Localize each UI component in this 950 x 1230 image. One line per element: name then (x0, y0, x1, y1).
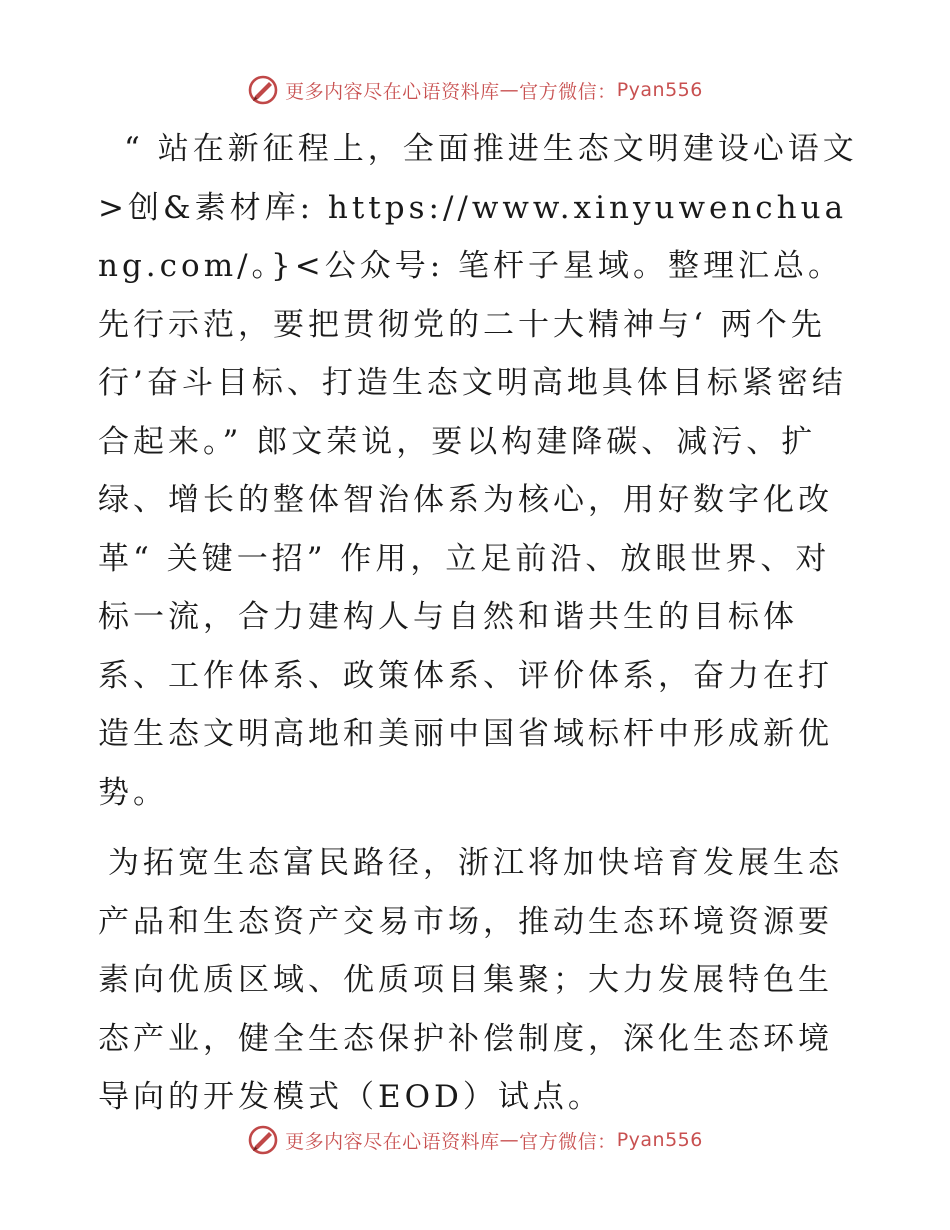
watermark-wechat-id: Pyan556 (616, 79, 703, 101)
pen-logo-icon (247, 74, 279, 106)
footer-watermark (0, 1120, 950, 1160)
watermark-separator: — (499, 1129, 520, 1151)
watermark-text: 更多内容尽在心语资料库 (285, 80, 500, 103)
watermark-wechat-label: 官方微信： (519, 80, 617, 103)
article-body (98, 120, 858, 1139)
paragraph: “ 站在新征程上，全面推进生态文明建设心语文>创&素材库: https://www.xinyuwenchuang.com/。}<公众号: 笔杆子星域。整理汇总。先行示范，要把贯彻党的二十大精神与‘ 两个先行’奋斗目标、打造生态文明高地具体目标紧密结合起来。” 郎文荣说，要以构建降碳、减污、扩绿、增长的整体智治体系为核心，用好数字化改革“ 关键一招” 作用，立足前沿、放眼世界、对标一流，合力建构人与自然和谐共生的目标体系、工作体系、政策体系、评价体系，奋力在打造生态文明高地和美丽中国省域标杆中形成新优势。 (98, 131, 858, 811)
watermark-wechat-id: Pyan556 (616, 1129, 703, 1151)
paragraph: 为拓宽生态富民路径，浙江将加快培育发展生态产品和生态资产交易市场，推动生态环境资源要素向优质区域、优质项目集聚；大力发展特色生态产业，健全生态保护补偿制度，深化生态环境导向的开发模式（EOD）试点。 (98, 845, 843, 1115)
pen-logo-icon (247, 1124, 279, 1156)
header-watermark (0, 70, 950, 110)
watermark-text: 更多内容尽在心语资料库 (285, 1130, 500, 1153)
watermark-wechat-label: 官方微信： (519, 1130, 617, 1153)
watermark-separator: — (499, 79, 520, 101)
